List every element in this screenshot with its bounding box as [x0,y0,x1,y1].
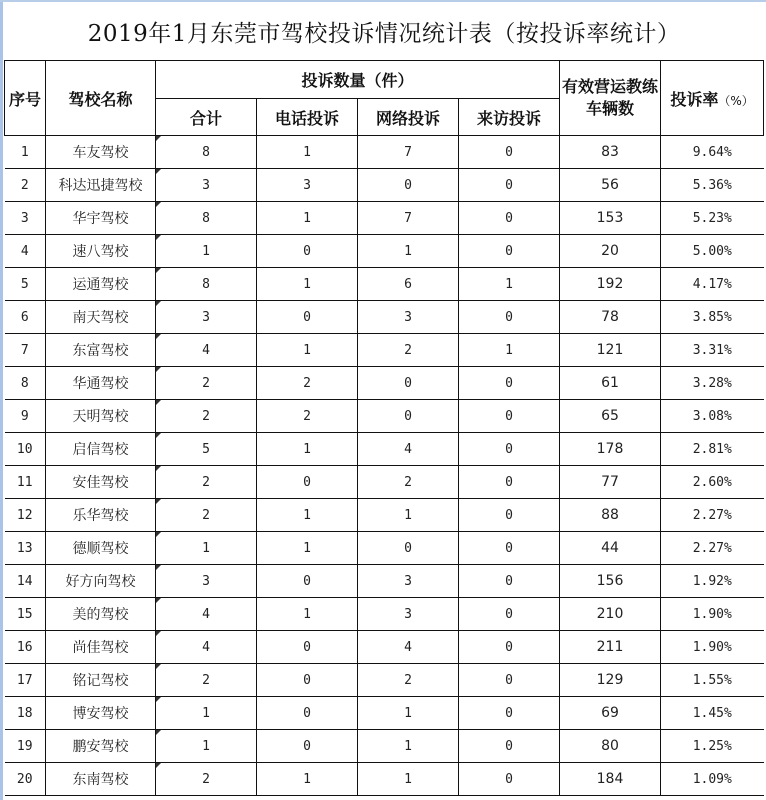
cell-index: 15 [5,598,46,631]
cell-phone: 0 [257,235,358,268]
cell-rate: 1.55% [661,664,764,697]
cell-online: 4 [358,631,459,664]
cell-visit: 0 [459,532,560,565]
cell-vehicles: 69 [560,697,661,730]
table-row [5,202,764,235]
cell-school-name: 速八驾校 [46,235,156,268]
cell-rate: 1.45% [661,697,764,730]
header-rate-unit: （%） [718,93,754,108]
cell-online: 1 [358,499,459,532]
cell-vehicles: 210 [560,598,661,631]
cell-visit: 0 [459,136,560,169]
cell-rate: 1.90% [661,598,764,631]
header-online: 网络投诉 [358,99,459,136]
cell-total: 3 [156,169,257,202]
cell-rate: 1.25% [661,730,764,763]
cell-rate: 3.08% [661,400,764,433]
cell-vehicles: 78 [560,301,661,334]
table-row [5,367,764,400]
cell-index: 17 [5,664,46,697]
cell-rate: 3.28% [661,367,764,400]
cell-phone: 0 [257,301,358,334]
cell-total: 4 [156,631,257,664]
cell-phone: 0 [257,631,358,664]
cell-online: 2 [358,664,459,697]
cell-phone: 0 [257,565,358,598]
cell-school-name: 东南驾校 [46,763,156,796]
cell-school-name: 美的驾校 [46,598,156,631]
cell-index: 20 [5,763,46,796]
cell-total: 2 [156,400,257,433]
table-row [5,334,764,367]
cell-total: 2 [156,499,257,532]
cell-vehicles: 156 [560,565,661,598]
cell-index: 1 [5,136,46,169]
cell-phone: 1 [257,202,358,235]
cell-phone: 1 [257,433,358,466]
table-row [5,301,764,334]
cell-vehicles: 211 [560,631,661,664]
cell-phone: 0 [257,664,358,697]
cell-phone: 1 [257,136,358,169]
cell-index: 19 [5,730,46,763]
cell-total: 5 [156,433,257,466]
cell-visit: 1 [459,334,560,367]
cell-index: 10 [5,433,46,466]
cell-index: 5 [5,268,46,301]
cell-online: 2 [358,466,459,499]
cell-vehicles: 192 [560,268,661,301]
cell-school-name: 好方向驾校 [46,565,156,598]
cell-school-name: 博安驾校 [46,697,156,730]
table-row [5,631,764,664]
cell-rate: 1.90% [661,631,764,664]
table-row [5,532,764,565]
complaint-statistics-table [4,2,764,796]
cell-school-name: 车友驾校 [46,136,156,169]
cell-total: 4 [156,598,257,631]
cell-rate: 2.81% [661,433,764,466]
cell-visit: 0 [459,730,560,763]
cell-school-name: 乐华驾校 [46,499,156,532]
cell-school-name: 东富驾校 [46,334,156,367]
cell-vehicles: 88 [560,499,661,532]
cell-visit: 0 [459,433,560,466]
cell-rate: 9.64% [661,136,764,169]
cell-vehicles: 77 [560,466,661,499]
cell-visit: 0 [459,631,560,664]
cell-rate: 2.60% [661,466,764,499]
cell-vehicles: 184 [560,763,661,796]
cell-vehicles: 44 [560,532,661,565]
cell-index: 7 [5,334,46,367]
cell-visit: 0 [459,565,560,598]
cell-online: 7 [358,202,459,235]
cell-online: 1 [358,763,459,796]
cell-online: 7 [358,136,459,169]
cell-online: 0 [358,532,459,565]
table-row [5,763,764,796]
cell-index: 4 [5,235,46,268]
header-rate-label: 投诉率 [670,89,719,109]
table-row [5,499,764,532]
cell-index: 16 [5,631,46,664]
header-vehicles: 有效营运教练车辆数 [560,61,661,136]
cell-online: 1 [358,235,459,268]
cell-phone: 1 [257,598,358,631]
table-row [5,466,764,499]
cell-vehicles: 129 [560,664,661,697]
cell-online: 4 [358,433,459,466]
cell-vehicles: 65 [560,400,661,433]
cell-school-name: 启信驾校 [46,433,156,466]
cell-school-name: 安佳驾校 [46,466,156,499]
cell-school-name: 鹏安驾校 [46,730,156,763]
table-row [5,235,764,268]
table-row [5,730,764,763]
cell-phone: 0 [257,697,358,730]
cell-index: 12 [5,499,46,532]
cell-visit: 0 [459,367,560,400]
cell-vehicles: 153 [560,202,661,235]
cell-rate: 5.36% [661,169,764,202]
cell-phone: 1 [257,334,358,367]
header-index: 序号 [5,61,46,136]
cell-index: 3 [5,202,46,235]
cell-total: 2 [156,367,257,400]
cell-school-name: 华宇驾校 [46,202,156,235]
cell-index: 8 [5,367,46,400]
cell-total: 2 [156,763,257,796]
cell-vehicles: 83 [560,136,661,169]
cell-online: 2 [358,334,459,367]
cell-visit: 0 [459,664,560,697]
cell-index: 13 [5,532,46,565]
cell-visit: 0 [459,598,560,631]
cell-rate: 2.27% [661,532,764,565]
cell-visit: 1 [459,268,560,301]
table-row [5,565,764,598]
cell-visit: 0 [459,202,560,235]
cell-total: 1 [156,532,257,565]
cell-vehicles: 61 [560,367,661,400]
table-row [5,433,764,466]
cell-rate: 3.31% [661,334,764,367]
cell-visit: 0 [459,400,560,433]
cell-total: 8 [156,136,257,169]
cell-online: 1 [358,730,459,763]
header-phone: 电话投诉 [257,99,358,136]
cell-total: 2 [156,664,257,697]
cell-school-name: 德顺驾校 [46,532,156,565]
cell-phone: 2 [257,367,358,400]
cell-total: 3 [156,301,257,334]
cell-school-name: 科达迅捷驾校 [46,169,156,202]
cell-school-name: 运通驾校 [46,268,156,301]
table-row [5,697,764,730]
cell-phone: 0 [257,466,358,499]
cell-visit: 0 [459,301,560,334]
cell-phone: 2 [257,400,358,433]
cell-phone: 1 [257,763,358,796]
cell-phone: 3 [257,169,358,202]
cell-online: 3 [358,598,459,631]
cell-vehicles: 80 [560,730,661,763]
cell-total: 8 [156,268,257,301]
cell-total: 4 [156,334,257,367]
table-row [5,268,764,301]
cell-rate: 4.17% [661,268,764,301]
table-row [5,136,764,169]
cell-total: 8 [156,202,257,235]
header-complaints-group: 投诉数量（件） [156,61,560,99]
header-rate [661,61,764,136]
header-total: 合计 [156,99,257,136]
cell-online: 1 [358,697,459,730]
table-row [5,400,764,433]
header-school-name: 驾校名称 [46,61,156,136]
cell-online: 3 [358,565,459,598]
cell-school-name: 铭记驾校 [46,664,156,697]
header-visit: 来访投诉 [459,99,560,136]
cell-school-name: 尚佳驾校 [46,631,156,664]
cell-visit: 0 [459,763,560,796]
cell-phone: 1 [257,499,358,532]
cell-vehicles: 178 [560,433,661,466]
table-row [5,664,764,697]
cell-visit: 0 [459,169,560,202]
cell-total: 1 [156,730,257,763]
cell-school-name: 南天驾校 [46,301,156,334]
cell-rate: 3.85% [661,301,764,334]
cell-rate: 2.27% [661,499,764,532]
cell-index: 11 [5,466,46,499]
cell-online: 6 [358,268,459,301]
cell-visit: 0 [459,466,560,499]
cell-school-name: 华通驾校 [46,367,156,400]
cell-index: 2 [5,169,46,202]
cell-visit: 0 [459,697,560,730]
cell-visit: 0 [459,499,560,532]
cell-school-name: 天明驾校 [46,400,156,433]
cell-vehicles: 20 [560,235,661,268]
cell-online: 0 [358,169,459,202]
cell-rate: 5.00% [661,235,764,268]
table-row [5,169,764,202]
cell-vehicles: 121 [560,334,661,367]
cell-rate: 1.09% [661,763,764,796]
cell-online: 0 [358,400,459,433]
cell-online: 3 [358,301,459,334]
cell-online: 0 [358,367,459,400]
cell-phone: 0 [257,730,358,763]
cell-total: 3 [156,565,257,598]
cell-index: 18 [5,697,46,730]
cell-index: 9 [5,400,46,433]
cell-total: 1 [156,235,257,268]
cell-rate: 5.23% [661,202,764,235]
cell-index: 6 [5,301,46,334]
cell-visit: 0 [459,235,560,268]
cell-total: 1 [156,697,257,730]
cell-total: 2 [156,466,257,499]
cell-phone: 1 [257,268,358,301]
table-title: 2019年1月东莞市驾校投诉情况统计表（按投诉率统计） [5,2,764,61]
cell-phone: 1 [257,532,358,565]
window-left-edge [0,0,3,800]
cell-vehicles: 56 [560,169,661,202]
table-row [5,598,764,631]
cell-index: 14 [5,565,46,598]
cell-rate: 1.92% [661,565,764,598]
